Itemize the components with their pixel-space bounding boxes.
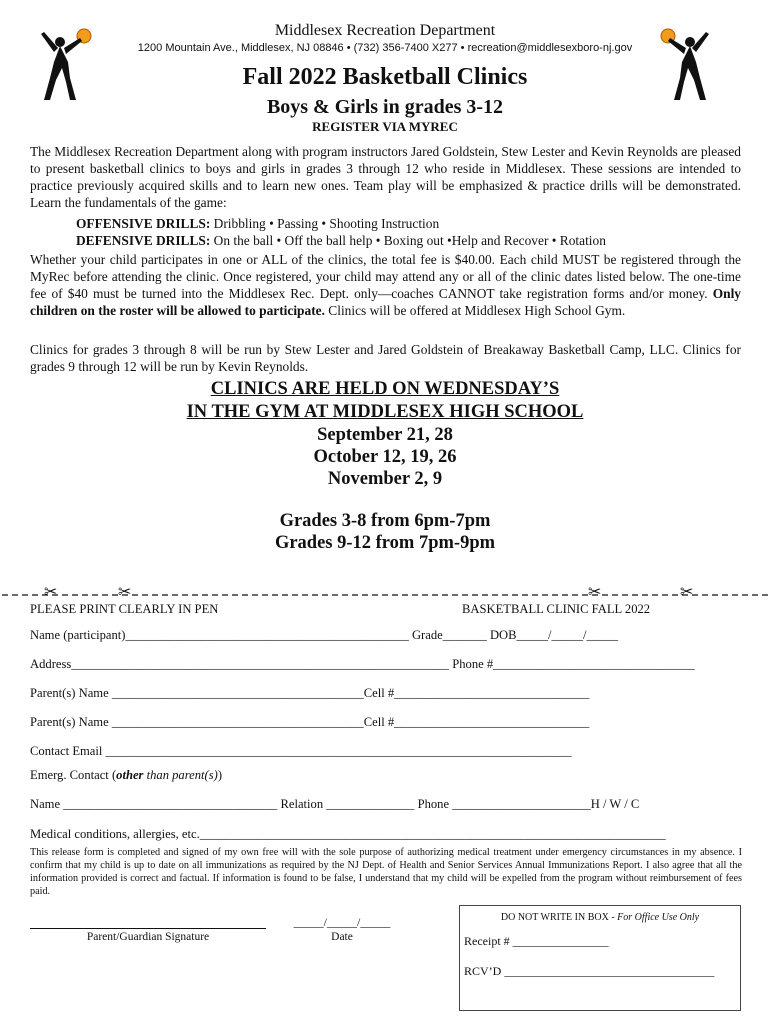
- office-use-heading-text: DO NOT WRITE IN BOX -: [500, 912, 618, 923]
- page-subtitle: Boys & Girls in grades 3-12: [266, 96, 504, 118]
- contact-email-field[interactable]: Contact Email __________________________________________________________________________: [30, 744, 572, 758]
- schedule-grades-9-12: Grades 9-12 from 7pm-9pm: [274, 533, 496, 553]
- emerg-close: ): [217, 768, 223, 782]
- office-use-heading: [460, 912, 740, 923]
- form-title: BASKETBALL CLINIC FALL 2022: [462, 602, 651, 616]
- address-field[interactable]: Address____________________________________________________________ Phone #________________________________: [30, 657, 695, 671]
- fee-paragraph: [30, 251, 741, 319]
- date-field[interactable]: _____/_____/_____: [293, 915, 391, 929]
- scissors-icon: ✂: [44, 582, 58, 601]
- fee-text-1: Whether your child participates in one or ALL of the clinics, the total fee is $40.00. Each child MUST be registered through the MyRec before attending the clinic. Once registered, your child may attend any or all of the clinic dates listed below. The one-time fee of $40 must be turned into the Middlesex Rec. Dept. only—coaches CANNOT take registration forms and/or money.: [30, 252, 741, 301]
- page-title: Fall 2022 Basketball Clinics: [242, 64, 528, 90]
- scissors-icon: ✂: [588, 582, 602, 601]
- schedule-heading-1: CLINICS ARE HELD ON WEDNESDAY’S: [210, 379, 560, 399]
- defensive-drills: [76, 232, 606, 249]
- register-notice: REGISTER VIA MYREC: [312, 119, 458, 134]
- offensive-drills: [76, 215, 439, 232]
- roster-notice: Only children on the roster will be allowed to participate.: [30, 286, 741, 318]
- release-statement: This release form is completed and signed of my own free will with the sole purpose of authorizing medical treatment under emergency circumstances in my absence. I confirm that my child is up to date on all immunizations as required by the NJ Dept. of Health and Senior Services Annual Immunizations Report. I also agree that all the information provided is correct and factual. If information is found to be false, I understand that my child will be expelled from the program without reimbursement of fees paid.: [30, 847, 742, 897]
- schedule-date-november: November 2, 9: [327, 469, 443, 489]
- emergency-contact-label: [30, 768, 222, 783]
- schedule-heading-2: IN THE GYM AT MIDDLESEX HIGH SCHOOL: [186, 402, 584, 422]
- parent-name-field-1[interactable]: Parent(s) Name ________________________________________Cell #_______________________________: [30, 686, 590, 700]
- signature-line[interactable]: [30, 928, 266, 929]
- receipt-field[interactable]: Receipt # ________________: [464, 934, 609, 948]
- schedule-grades-3-8: Grades 3-8 from 6pm-7pm: [279, 511, 491, 531]
- emerg-other: other: [116, 768, 144, 782]
- defensive-drills-label: DEFENSIVE DRILLS:: [76, 233, 211, 248]
- received-field[interactable]: RCV’D ___________________________________: [464, 964, 715, 978]
- emerg-rest: than parent(s): [143, 768, 218, 782]
- schedule-date-september: September 21, 28: [317, 425, 453, 445]
- defensive-drills-text: On the ball • Off the ball help • Boxing out •Help and Recover • Rotation: [210, 233, 606, 248]
- participant-name-field[interactable]: Name (participant)_____________________________________________ Grade_______ DOB_____/_____/_____: [30, 628, 618, 642]
- cut-line: [0, 590, 770, 600]
- offensive-drills-text: Dribbling • Passing • Shooting Instruction: [210, 216, 440, 231]
- fee-text-2: Clinics will be offered at Middlesex High School Gym.: [324, 303, 626, 318]
- office-use-heading-italic: For Office Use Only: [617, 912, 700, 923]
- department-address: 1200 Mountain Ave., Middlesex, NJ 08846 • (732) 356-7400 X277 • recreation@middlesexboro-nj.gov: [137, 42, 633, 54]
- intro-paragraph: The Middlesex Recreation Department along with program instructors Jared Goldstein, Stew Lester and Kevin Reynolds are pleased to present basketball clinics to boys and girls in grades 3 through 12 who reside in Middlesex. These sessions are intended to practice previously acquired skills and to learn new ones. Team play will be emphasized & practice drills will be demonstrated. Learn the fundamentals of the game:: [30, 144, 741, 210]
- department-name: Middlesex Recreation Department: [274, 22, 496, 39]
- scissors-icon: ✂: [118, 582, 132, 601]
- emerg-prefix: Emerg. Contact (: [30, 768, 117, 782]
- offensive-drills-label: OFFENSIVE DRILLS:: [76, 216, 211, 231]
- office-use-box: [459, 905, 741, 1011]
- emergency-contact-field[interactable]: Name __________________________________ Relation ______________ Phone ______________________H / W / C: [30, 797, 640, 811]
- date-label: Date: [331, 931, 353, 943]
- print-clearly-label: PLEASE PRINT CLEARLY IN PEN: [30, 602, 219, 616]
- scissors-icon: ✂: [680, 582, 694, 601]
- medical-conditions-field[interactable]: Medical conditions, allergies, etc.__________________________________________________________________________: [30, 827, 666, 841]
- signature-label: Parent/Guardian Signature: [86, 931, 210, 943]
- instructors-paragraph: Clinics for grades 3 through 8 will be run by Stew Lester and Jared Goldstein of Breakaway Basketball Camp, LLC. Clinics for grades 9 through 12 will be run by Kevin Reynolds.: [30, 342, 741, 374]
- parent-name-field-2[interactable]: Parent(s) Name ________________________________________Cell #_______________________________: [30, 715, 590, 729]
- schedule-date-october: October 12, 19, 26: [313, 447, 457, 467]
